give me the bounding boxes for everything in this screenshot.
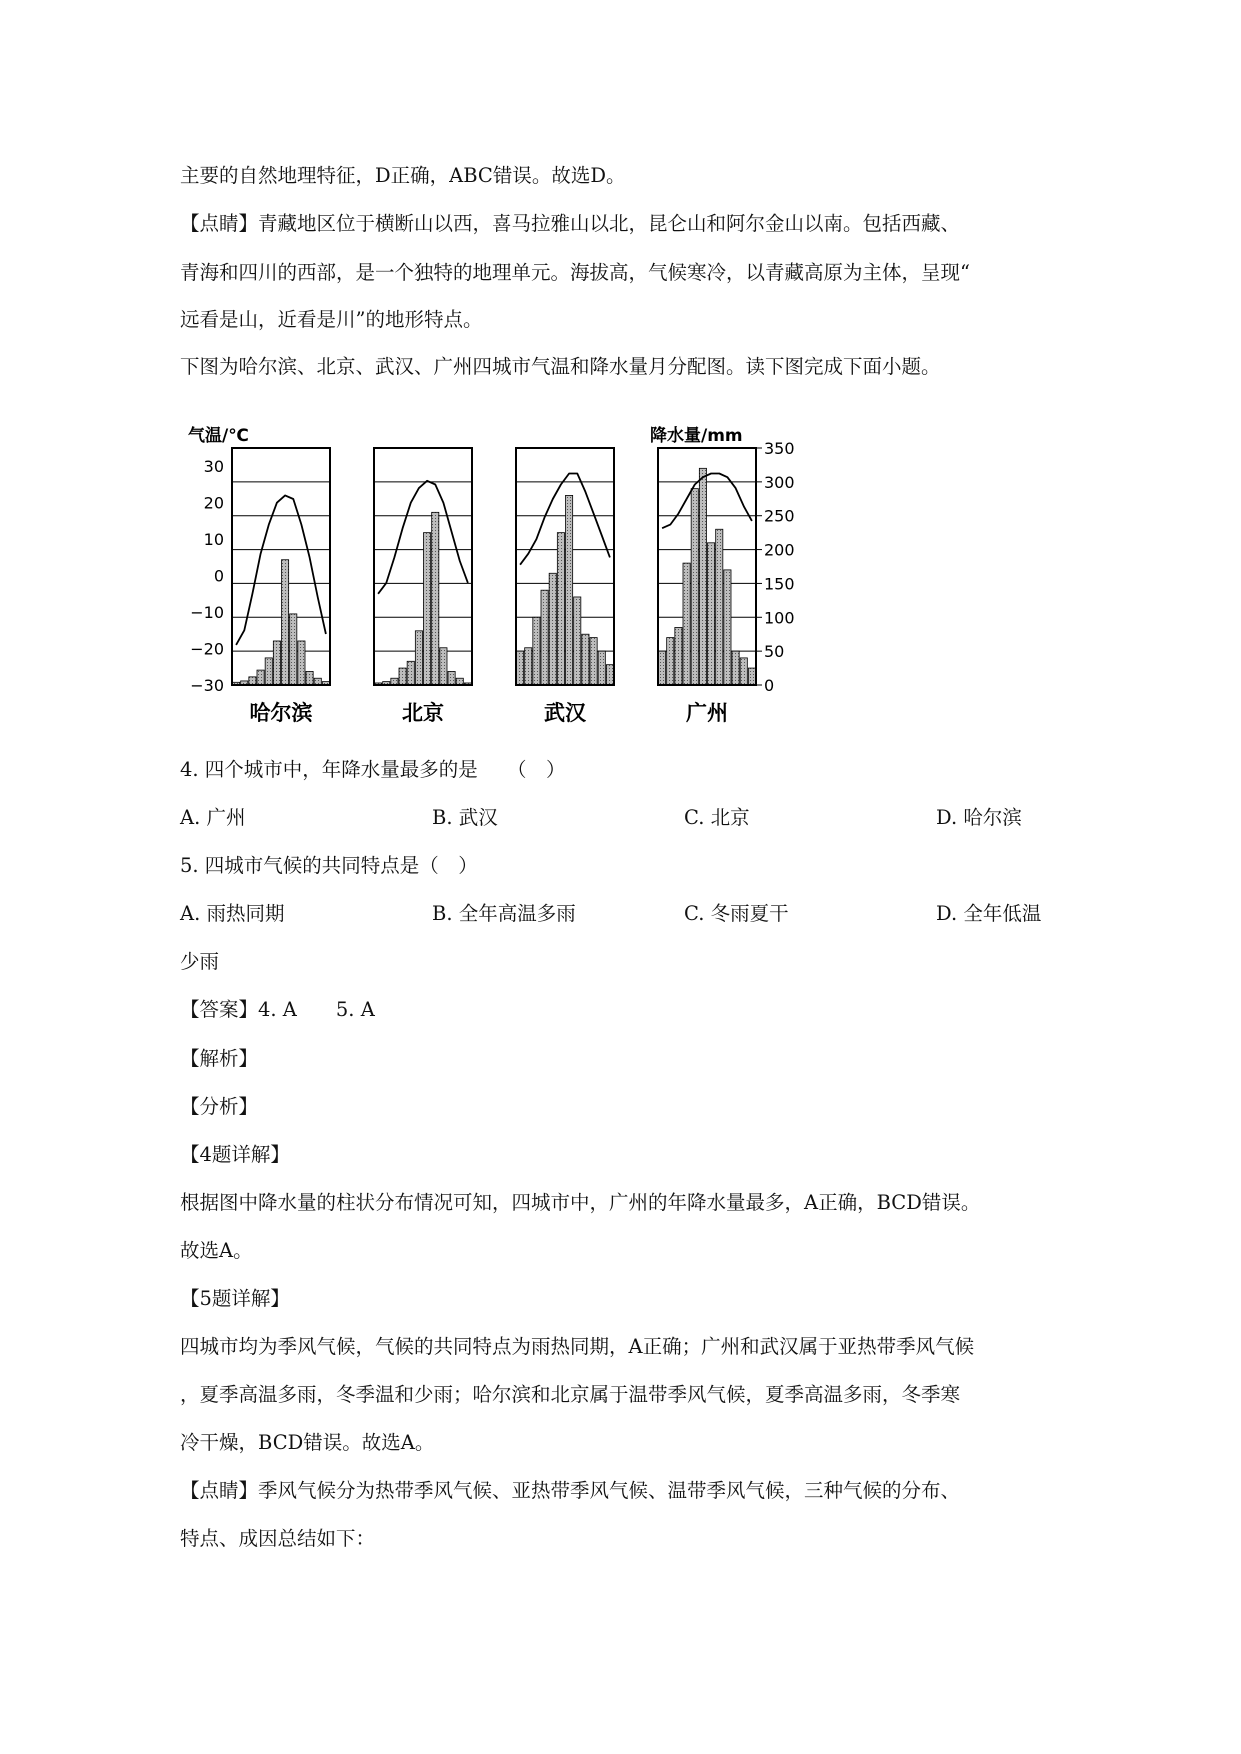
q5-option-b: B. 全年高温多雨	[432, 902, 576, 925]
precipitation-bar	[391, 678, 398, 685]
right-tick-label: 250	[764, 506, 795, 526]
precipitation-bar	[541, 590, 548, 685]
paragraph: 远看是山，近看是川”的地形特点。	[180, 308, 483, 331]
precipitation-bar	[257, 670, 264, 685]
precipitation-bar	[598, 651, 605, 685]
precipitation-bar	[415, 631, 422, 685]
left-tick-label: 10	[203, 530, 224, 550]
analysis-heading: 【分析】	[180, 1095, 259, 1118]
precipitation-bar	[456, 678, 463, 685]
precipitation-bar	[549, 573, 556, 685]
explanation-line: 四城市均为季风气候，气候的共同特点为雨热同期，A正确；广州和武汉属于亚热带季风气候	[180, 1335, 975, 1358]
precipitation-bar	[606, 665, 613, 685]
explanation-line: 特点、成因总结如下：	[180, 1527, 376, 1550]
precipitation-bar	[732, 651, 739, 685]
precipitation-bar	[667, 638, 674, 685]
right-tick-label: 300	[764, 472, 795, 492]
right-tick-label: 0	[764, 676, 775, 695]
right-tick-label: 350	[764, 439, 795, 458]
precipitation-bar	[432, 512, 439, 685]
detail-heading: 【5题详解】	[180, 1287, 290, 1310]
panel-frame	[232, 448, 330, 685]
explanation-line: ，夏季高温多雨，冬季温和少雨；哈尔滨和北京属于温带季风气候，夏季高温多雨，冬季寒	[180, 1383, 961, 1406]
left-axis-title: 气温/℃	[188, 426, 249, 446]
precipitation-bar	[675, 627, 682, 685]
right-axis-title: 降水量/mm	[650, 426, 743, 446]
precipitation-bar	[424, 533, 431, 685]
paragraph: 主要的自然地理特征，D正确，ABC错误。故选D。	[180, 164, 626, 187]
q5-option-d: D. 全年低温	[936, 902, 1042, 925]
precipitation-bar	[724, 570, 731, 685]
precipitation-bar	[748, 668, 755, 685]
precipitation-bar	[448, 671, 455, 685]
precipitation-bar	[582, 634, 589, 685]
precipitation-bar	[683, 563, 690, 685]
paragraph: 【点睛】青藏地区位于横断山以西，喜马拉雅山以北，昆仑山和阿尔金山以南。包括西藏、	[180, 212, 961, 235]
q4-option-b: B. 武汉	[432, 806, 498, 829]
left-tick-label: −10	[190, 603, 224, 623]
precipitation-bar	[708, 543, 715, 685]
precipitation-bar	[306, 671, 313, 685]
precipitation-bar	[290, 614, 297, 685]
precipitation-bar	[298, 641, 305, 685]
precipitation-bar	[574, 597, 581, 685]
explanation-line: 冷干燥，BCD错误。故选A。	[180, 1431, 435, 1454]
q4-option-a: A. 广州	[180, 806, 246, 829]
precipitation-bar	[407, 661, 414, 685]
right-tick-label: 200	[764, 540, 795, 560]
precipitation-bar	[282, 560, 289, 685]
city-label: 广州	[686, 701, 728, 725]
explanation-line: 【点睛】季风气候分为热带季风气候、亚热带季风气候、温带季风气候，三种气候的分布、	[180, 1479, 961, 1502]
q4-option-c: C. 北京	[684, 806, 750, 829]
precipitation-bar	[399, 668, 406, 685]
precipitation-bar	[740, 658, 747, 685]
left-tick-label: 0	[213, 566, 224, 586]
precipitation-bar	[659, 651, 666, 685]
precipitation-bar	[691, 489, 698, 685]
explanation-line: 故选A。	[180, 1239, 253, 1262]
temperature-line	[236, 495, 326, 645]
explanation-line: 根据图中降水量的柱状分布情况可知，四城市中，广州的年降水量最多，A正确，BCD错误。	[180, 1191, 981, 1214]
precipitation-bar	[249, 677, 256, 685]
left-tick-label: 30	[203, 457, 224, 477]
precipitation-bar	[533, 617, 540, 685]
question-5-stem: 5. 四城市气候的共同特点是（ ）	[180, 854, 478, 877]
precipitation-bar	[716, 529, 723, 685]
paragraph: 下图为哈尔滨、北京、武汉、广州四城市气温和降水量月分配图。读下图完成下面小题。	[180, 355, 941, 378]
precipitation-bar	[440, 648, 447, 685]
precipitation-bar	[273, 641, 280, 685]
precipitation-bar	[525, 648, 532, 685]
precipitation-bar	[265, 658, 272, 685]
answer-line: 【答案】4. A 5. A	[180, 998, 375, 1021]
q4-option-d: D. 哈尔滨	[936, 806, 1022, 829]
q5-option-a: A. 雨热同期	[180, 902, 285, 925]
temperature-line	[520, 474, 610, 565]
precipitation-bar	[566, 495, 573, 685]
precipitation-bar	[557, 533, 564, 685]
left-tick-label: 20	[203, 493, 224, 513]
paragraph: 青海和四川的西部，是一个独特的地理单元。海拔高，气候寒冷，以青藏高原为主体，呈现“	[180, 261, 970, 284]
precipitation-bar	[699, 468, 706, 685]
question-4-stem: 4. 四个城市中，年降水量最多的是 （ ）	[180, 758, 566, 781]
right-tick-label: 100	[764, 608, 795, 628]
climate-chart	[180, 425, 800, 745]
right-tick-label: 50	[764, 642, 785, 662]
left-tick-label: −30	[190, 676, 224, 695]
detail-heading: 【4题详解】	[180, 1143, 290, 1166]
city-label: 武汉	[544, 701, 586, 725]
analysis-heading: 【解析】	[180, 1047, 259, 1070]
left-tick-label: −20	[190, 639, 224, 659]
precipitation-bar	[590, 638, 597, 685]
precipitation-bar	[314, 678, 321, 685]
temperature-line	[378, 481, 468, 594]
city-label: 哈尔滨	[249, 701, 313, 725]
right-tick-label: 150	[764, 574, 795, 594]
q5-option-c: C. 冬雨夏干	[684, 902, 789, 925]
precipitation-bar	[517, 651, 524, 685]
q5-option-d-wrap: 少雨	[180, 950, 220, 973]
city-label: 北京	[402, 701, 444, 725]
